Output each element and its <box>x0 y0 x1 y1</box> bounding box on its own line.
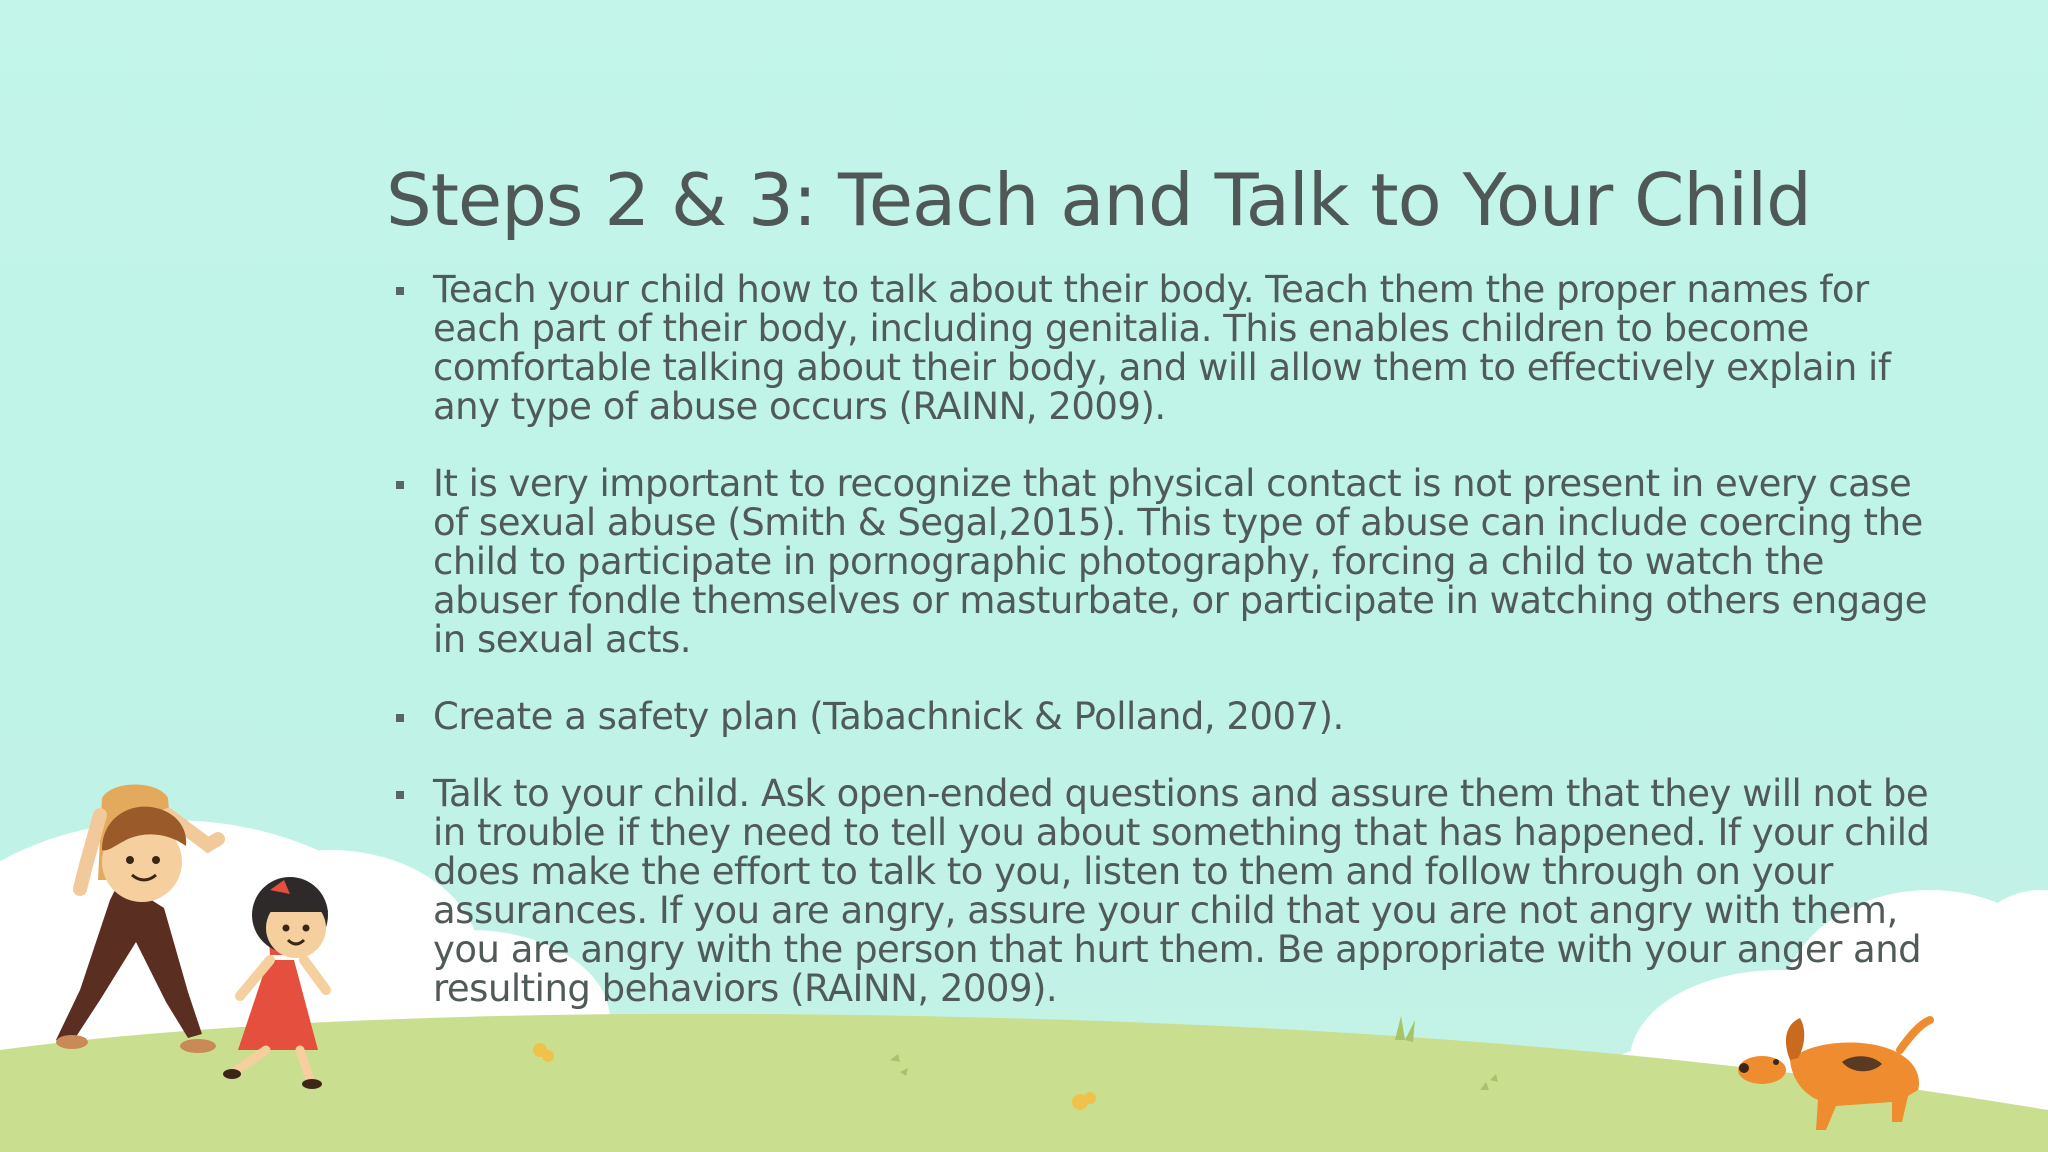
bullet-item <box>392 774 1952 1008</box>
slide-title: Steps 2 & 3: Teach and Talk to Your Child <box>386 158 1811 242</box>
bullet-text: It is very important to recognize that physical contact is not present in every case of sexual abuse (Smith & Segal,2015). This type of abuse can include coercing the child to participate in pornographic photography, forcing a child to watch the abuser fondle themselves or masturbate, or participate in watching others engage in sexual acts. <box>433 462 1928 661</box>
bullet-item <box>392 464 1952 659</box>
bullet-square-icon <box>396 287 404 295</box>
bullet-item <box>392 270 1952 426</box>
bullet-square-icon <box>396 714 404 722</box>
bullet-item <box>392 697 1952 736</box>
bullet-text: Teach your child how to talk about their body. Teach them the proper names for each part of their body, including genitalia. This enables children to become comfortable talking about their body, and will allow them to effectively explain if any type of abuse occurs (RAINN, 2009). <box>433 268 1891 428</box>
bullet-square-icon <box>396 791 404 799</box>
bullet-text: Talk to your child. Ask open-ended questions and assure them that they will not be in trouble if they need to tell you about something that has happened. If your child does make the effort to talk to you, listen to them and follow through on your assurances. If you are angry, assure your child that you are not angry with them, you are angry with the person that hurt them. Be appropriate with your anger and resulting behaviors (RAINN, 2009). <box>433 772 1930 1010</box>
bullet-square-icon <box>396 481 404 489</box>
bullet-list <box>392 270 1952 1046</box>
bullet-text: Create a safety plan (Tabachnick & Polland, 2007). <box>433 695 1344 738</box>
